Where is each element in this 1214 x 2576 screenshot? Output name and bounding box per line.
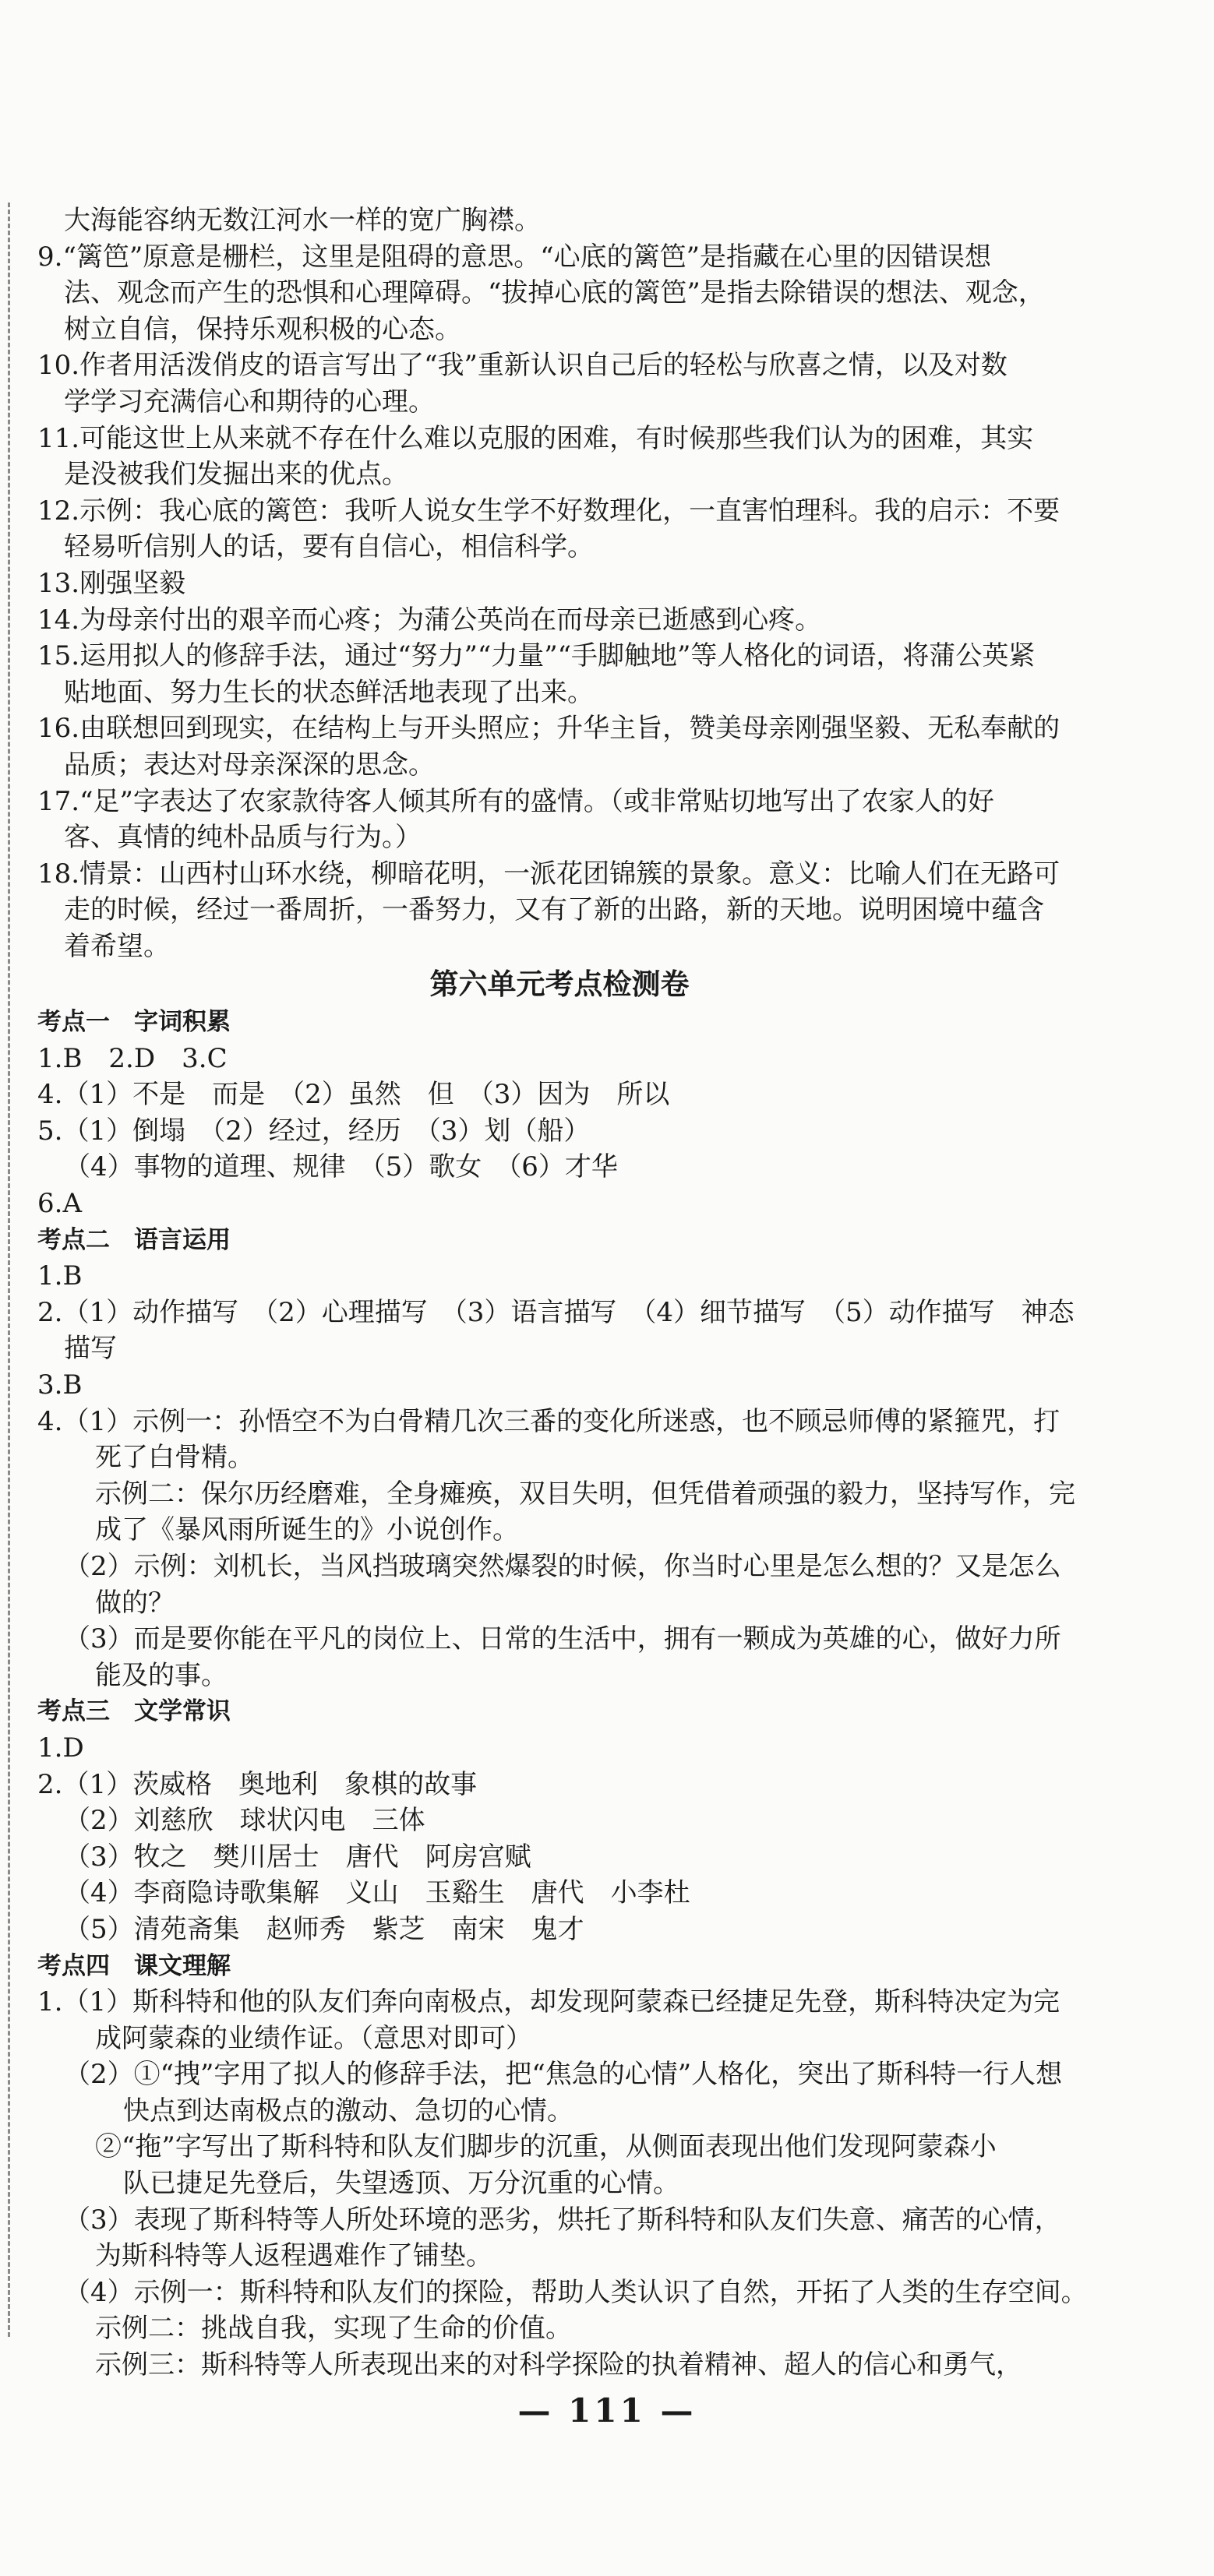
text-line: 10.作者用活泼俏皮的语言写出了“我”重新认识自己后的轻松与欣喜之情，以及对数 [37,350,1008,382]
text-line: 2.（1）动作描写 （2）心理描写 （3）语言描写 （4）细节描写 （5）动作描写 神态 [37,1296,1075,1328]
text-line: 客、真情的纯朴品质与行为。） [64,822,422,854]
text-line: ②“拖”字写出了斯科特和队友们脚步的沉重，从侧面表现出他们发现阿蒙森小 [95,2131,997,2163]
text-line: 是没被我们发掘出来的优点。 [64,459,408,491]
text-line: （4）李商隐诗歌集解 义山 玉谿生 唐代 小李杜 [64,1877,690,1909]
text-line: 走的时候，经过一番周折，一番努力，又有了新的出路，新的天地。说明困境中蕴含 [64,894,1044,926]
text-line: 4.（1）不是 而是 （2）虽然 但 （3）因为 所以 [37,1079,670,1111]
text-line: 6.A [37,1188,82,1220]
text-line: 成了《暴风雨所诞生的》小说创作。 [95,1514,519,1546]
text-line: 18.情景：山西村山环水绕，柳暗花明，一派花团锦簇的景象。意义：比喻人们在无路可 [37,858,1060,890]
text-line: （4）示例一：斯科特和队友们的探险，帮助人类认识了自然，开拓了人类的生存空间。 [64,2276,1088,2308]
text-line: 15.运用拟人的修辞手法，通过“努力”“力量”“手脚触地”等人格化的词语，将蒲公英紧 [37,640,1036,672]
text-line: 13.刚强坚毅 [37,567,186,599]
text-line: 1.（1）斯科特和他的队友们奔向南极点，却发现阿蒙森已经捷足先登，斯科特决定为完 [37,1986,1060,2018]
answer-key-text [37,203,1088,2384]
text-line: 1.B [37,1260,83,1292]
text-line: （2）①“拽”字用了拟人的修辞手法，把“焦急的心情”人格化，突出了斯科特一行人想 [64,2059,1063,2091]
section-heading: 考点四 课文理解 [37,1951,231,1980]
text-line: （4）事物的道理、规律 （5）歌女 （6）才华 [64,1151,618,1183]
binding-dashed-line [8,203,10,2337]
text-line: 示例二：保尔历经磨难，全身瘫痪，双目失明，但凭借着顽强的毅力，坚持写作，完 [95,1478,1075,1510]
text-line: 品质；表达对母亲深深的思念。 [64,749,435,781]
text-line: 示例三：斯科特等人所表现出来的对科学探险的执着精神、超人的信心和勇气， [95,2349,1022,2381]
section-heading: 考点三 文学常识 [37,1697,231,1726]
text-line: 快点到达南极点的激动、急切的心情。 [123,2095,573,2127]
text-line: 3.B [37,1369,83,1401]
text-line: 示例二：挑战自我，实现了生命的价值。 [95,2313,572,2345]
text-line: 14.为母亲付出的艰辛而心疼；为蒲公英尚在而母亲已逝感到心疼。 [37,604,822,636]
text-line: 1.B 2.D 3.C [37,1042,228,1074]
text-line: 大海能容纳无数江河水一样的宽广胸襟。 [64,205,541,236]
text-line: 着希望。 [64,930,170,962]
text-line: 学学习充满信心和期待的心理。 [64,386,435,418]
text-line: 贴地面、努力生长的状态鲜活地表现了出来。 [64,676,594,708]
text-line: 12.示例：我心底的篱笆：我听人说女生学不好数理化，一直害怕理科。我的启示：不要 [37,495,1060,527]
text-line: 4.（1）示例一：孙悟空不为白骨精几次三番的变化所迷惑，也不顾忌师傅的紧箍咒，打 [37,1405,1060,1437]
text-line: 树立自信，保持乐观积极的心态。 [64,313,461,345]
text-line: 队已捷足先登后，失望透顶、万分沉重的心情。 [123,2168,679,2200]
text-line: 描写 [64,1333,117,1365]
text-line: 能及的事。 [95,1659,228,1691]
text-line: 17.“足”字表达了农家款待客人倾其所有的盛情。（或非常贴切地写出了农家人的好 [37,785,994,817]
page-number: — 111 — [517,2391,697,2430]
text-line: 2.（1）茨威格 奥地利 象棋的故事 [37,1768,478,1800]
text-line: 死了白骨精。 [95,1442,254,1474]
text-line: （2）示例：刘机长，当风挡玻璃突然爆裂的时候，你当时心里是怎么想的？又是怎么 [64,1550,1061,1582]
text-line: 法、观念而产生的恐惧和心理障碍。“拔掉心底的篱笆”是指去除错误的想法、观念， [64,277,1045,309]
text-line: （3）表现了斯科特等人所处环境的恶劣，烘托了斯科特和队友们失意、痛苦的心情， [64,2204,1061,2236]
text-line: 做的？ [95,1587,175,1619]
text-line: 1.D [37,1732,84,1764]
section-heading: 考点二 语言运用 [37,1225,231,1254]
section-title: 第六单元考点检测卷 [429,967,690,1002]
text-line: 成阿蒙森的业绩作证。（意思对即可） [95,2022,532,2054]
section-heading: 考点一 字词积累 [37,1008,231,1037]
text-line: 16.由联想回到现实，在结构上与开头照应；升华主旨，赞美母亲刚强坚毅、无私奉献的 [37,713,1060,745]
text-line: （3）而是要你能在平凡的岗位上、日常的生活中，拥有一颗成为英雄的心，做好力所 [64,1623,1061,1655]
text-line: （2）刘慈欣 球状闪电 三体 [64,1805,425,1837]
text-line: 轻易听信别人的话，要有自信心，相信科学。 [64,531,594,563]
text-line: （3）牧之 樊川居士 唐代 阿房宫赋 [64,1841,531,1873]
text-line: （5）清苑斋集 赵师秀 紫芝 南宋 鬼才 [64,1913,584,1945]
text-line: 为斯科特等人返程遇难作了铺垫。 [95,2240,492,2272]
text-line: 5.（1）倒塌 （2）经过，经历 （3）划（船） [37,1115,591,1147]
text-line: 11.可能这世上从来就不存在什么难以克服的困难，有时候那些我们认为的困难，其实 [37,422,1034,454]
text-line: 9.“篱笆”原意是栅栏，这里是阻碍的意思。“心底的篱笆”是指藏在心里的因错误想 [37,241,991,273]
